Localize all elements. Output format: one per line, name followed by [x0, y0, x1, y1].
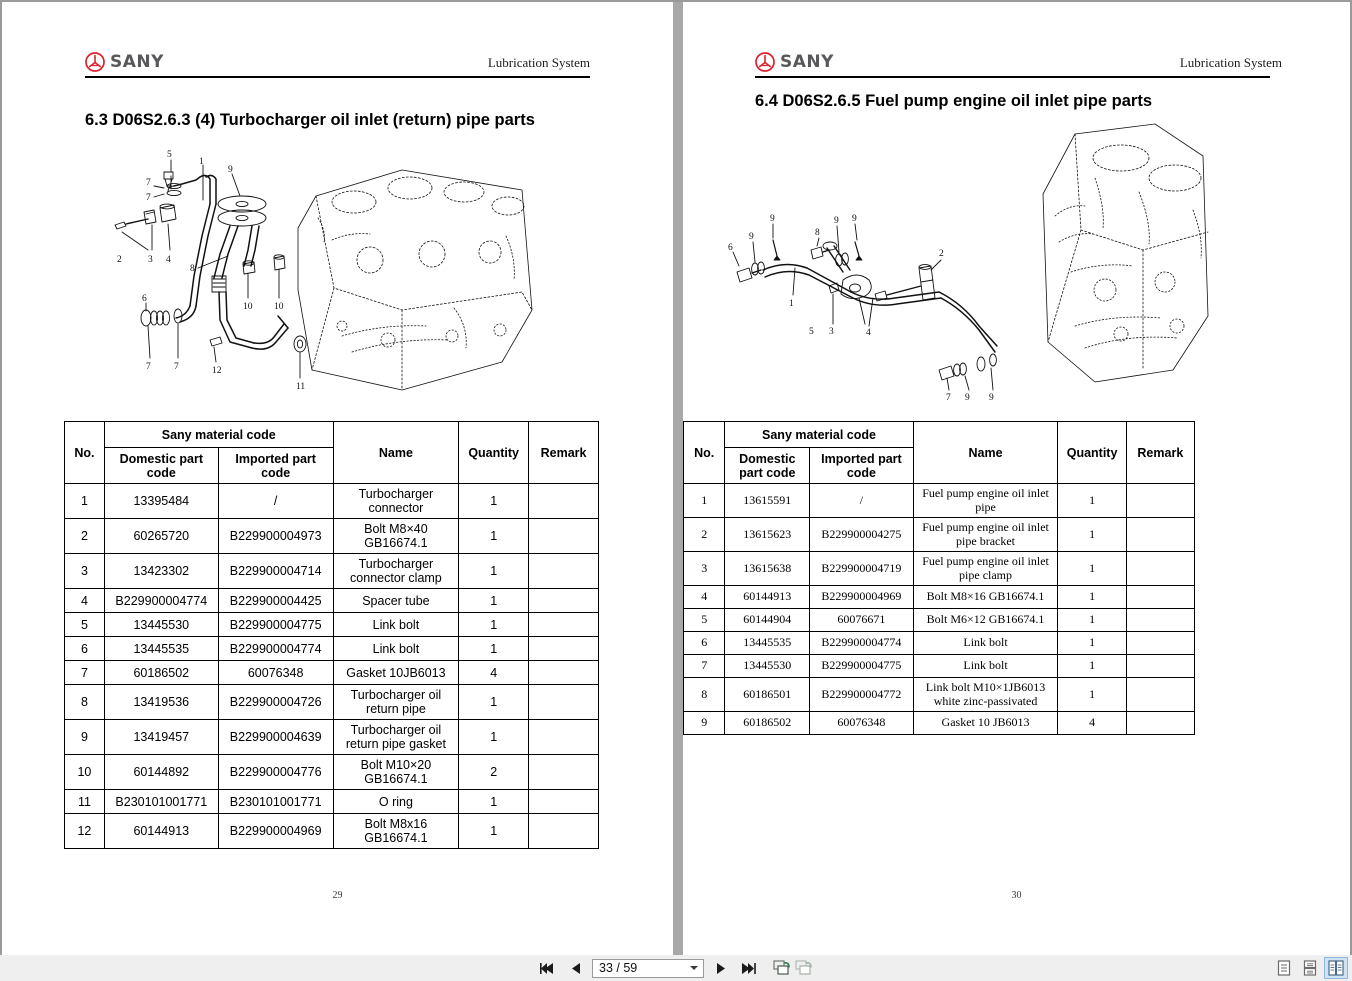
cell-quantity: 1 [1058, 655, 1126, 678]
rotate-view-button[interactable] [771, 958, 793, 978]
table-row[interactable] [65, 519, 599, 554]
th-quantity: Quantity [459, 422, 529, 484]
table-row[interactable] [65, 720, 599, 755]
cell-remark [1126, 609, 1194, 632]
table-row[interactable] [684, 552, 1195, 586]
callout-3: 3 [829, 327, 834, 337]
callout-9e: 9 [965, 393, 970, 400]
cell-domestic: 60144904 [725, 609, 810, 632]
cell-imported: B229900004973 [218, 519, 333, 554]
callout-7a: 7 [146, 178, 151, 188]
table-body-left [65, 484, 599, 849]
cell-remark [1126, 678, 1194, 712]
callout-4: 4 [866, 328, 871, 338]
page-number-right: 30 [1011, 890, 1022, 901]
callout-2: 2 [117, 255, 122, 265]
table-head [65, 422, 599, 484]
cell-domestic: 13615623 [725, 518, 810, 552]
th-quantity: Quantity [1058, 422, 1126, 484]
cell-domestic: 13445530 [104, 613, 218, 637]
th-material-code-group: Sany material code [725, 422, 913, 448]
cell-remark [1126, 484, 1194, 518]
table-head [684, 422, 1195, 484]
table-row[interactable] [65, 637, 599, 661]
cell-imported: 60076348 [810, 712, 913, 735]
cell-domestic: 60265720 [104, 519, 218, 554]
callout-9d: 9 [852, 214, 857, 224]
cell-imported: B229900004719 [810, 552, 913, 586]
table-row[interactable] [684, 484, 1195, 518]
cell-no: 2 [65, 519, 105, 554]
callout-7b: 7 [146, 193, 151, 203]
cell-remark [529, 814, 599, 849]
cell-remark [529, 519, 599, 554]
callout-9b: 9 [770, 214, 775, 224]
th-no: No. [65, 422, 105, 484]
cell-imported: 60076348 [218, 661, 333, 685]
callout-7d: 7 [174, 362, 179, 372]
cell-imported: B229900004969 [810, 586, 913, 609]
section-title: 6.3 D06S2.6.3 (4) Turbocharger oil inlet (return) pipe parts [85, 111, 535, 129]
table-row[interactable] [65, 589, 599, 613]
cell-name: Bolt M10×20 GB16674.1 [333, 755, 459, 790]
cell-no: 4 [684, 586, 725, 609]
cell-name: Bolt M8x16 GB16674.1 [333, 814, 459, 849]
th-no: No. [684, 422, 725, 484]
callout-6: 6 [728, 243, 733, 253]
cell-quantity: 1 [1058, 484, 1126, 518]
exploded-parts-diagram [102, 140, 582, 405]
cell-quantity: 1 [459, 685, 529, 720]
chevron-down-icon [690, 966, 698, 970]
table-row[interactable] [684, 678, 1195, 712]
page-header [85, 50, 590, 72]
rotate-view-back-button[interactable] [793, 958, 815, 978]
cell-no: 5 [65, 613, 105, 637]
header-divider [755, 76, 1270, 78]
cell-quantity: 1 [1058, 609, 1126, 632]
cell-imported: B229900004775 [810, 655, 913, 678]
cell-remark [529, 661, 599, 685]
cell-domestic: 13419457 [104, 720, 218, 755]
view-single-page-button[interactable] [1272, 957, 1296, 979]
callout-12: 12 [212, 366, 222, 376]
first-page-icon [540, 962, 556, 975]
callout-4: 4 [166, 255, 171, 265]
cell-no: 9 [65, 720, 105, 755]
exploded-parts-diagram [703, 120, 1223, 400]
sany-logo-text: SANY [110, 52, 164, 72]
cell-domestic: 60186502 [725, 712, 810, 735]
th-imported-part-code: Imported part code [218, 448, 333, 484]
sany-logo-icon [85, 52, 105, 72]
cell-no: 4 [65, 589, 105, 613]
cell-remark [1126, 586, 1194, 609]
cell-imported: B229900004772 [810, 678, 913, 712]
cell-name: Turbocharger oil return pipe [333, 685, 459, 720]
cell-quantity: 1 [1058, 586, 1126, 609]
cell-domestic: 60144913 [725, 586, 810, 609]
cell-remark [1126, 518, 1194, 552]
cell-name: Fuel pump engine oil inlet pipe bracket [913, 518, 1058, 552]
page-header-subject: Lubrication System [487, 55, 590, 70]
cell-imported: B229900004275 [810, 518, 913, 552]
parts-table-right[interactable] [683, 421, 1195, 735]
cell-no: 8 [684, 678, 725, 712]
cell-name: Gasket 10 JB6013 [913, 712, 1058, 735]
cell-imported: B229900004969 [218, 814, 333, 849]
cell-domestic: 60186502 [104, 661, 218, 685]
th-remark: Remark [1126, 422, 1194, 484]
cell-no: 9 [684, 712, 725, 735]
page-gutter [673, 2, 683, 955]
cell-domestic: 13615638 [725, 552, 810, 586]
th-imported-part-code: Imported part code [810, 448, 913, 484]
cell-no: 7 [684, 655, 725, 678]
callout-9: 9 [228, 165, 233, 175]
cell-remark [529, 589, 599, 613]
diagram-svg [102, 140, 582, 405]
callout-9c: 9 [834, 216, 839, 226]
page-spread [2, 2, 1350, 955]
cell-imported: B229900004774 [810, 632, 913, 655]
view-continuous-button[interactable] [1298, 957, 1322, 979]
callout-10b: 10 [274, 302, 284, 312]
table-row[interactable] [65, 790, 599, 814]
callout-1: 1 [199, 157, 204, 167]
cell-quantity: 1 [459, 613, 529, 637]
table-header-row-1 [65, 422, 599, 448]
cell-remark [529, 720, 599, 755]
cell-domestic: 13423302 [104, 554, 218, 589]
rotate-view-icon [773, 960, 791, 976]
cell-domestic: 13445535 [725, 632, 810, 655]
callout-2: 2 [939, 249, 944, 259]
cell-imported: B229900004639 [218, 720, 333, 755]
cell-quantity: 1 [459, 554, 529, 589]
cell-name: Turbocharger connector [333, 484, 459, 519]
toolbar-navigation-group [0, 958, 1352, 978]
single-page-icon [1277, 960, 1291, 976]
cell-no: 1 [684, 484, 725, 518]
cell-domestic: 13419536 [104, 685, 218, 720]
table-row[interactable] [65, 484, 599, 519]
cell-name: Fuel pump engine oil inlet pipe [913, 484, 1058, 518]
next-page-button[interactable] [709, 958, 731, 978]
cell-name: Link bolt M10×1JB6013 white zinc-passivated [913, 678, 1058, 712]
page-indicator-value: 33 / 59 [599, 961, 638, 975]
cell-domestic: B229900004774 [104, 589, 218, 613]
page-header [755, 50, 1282, 72]
table-row[interactable] [684, 609, 1195, 632]
cell-remark [529, 790, 599, 814]
cell-domestic: 60144913 [104, 814, 218, 849]
cell-remark [529, 613, 599, 637]
cell-no: 11 [65, 790, 105, 814]
sany-logo-text: SANY [780, 52, 834, 72]
cell-quantity: 1 [459, 589, 529, 613]
cell-name: Gasket 10JB6013 [333, 661, 459, 685]
table-row[interactable] [65, 685, 599, 720]
callout-10a: 10 [243, 302, 253, 312]
cell-domestic: 60144892 [104, 755, 218, 790]
cell-no: 12 [65, 814, 105, 849]
table-row[interactable] [684, 586, 1195, 609]
continuous-page-icon [1303, 960, 1317, 976]
th-name: Name [913, 422, 1058, 484]
first-page-button[interactable] [537, 958, 559, 978]
parts-table-left[interactable] [64, 421, 599, 849]
cell-quantity: 4 [459, 661, 529, 685]
cell-domestic: 13615591 [725, 484, 810, 518]
th-domestic-part-code: Domestic part code [104, 448, 218, 484]
cell-imported: B229900004714 [218, 554, 333, 589]
cell-name: Bolt M6×12 GB16674.1 [913, 609, 1058, 632]
cell-domestic: 60186501 [725, 678, 810, 712]
callout-11: 11 [296, 382, 306, 392]
viewer-toolbar [0, 955, 1352, 981]
cell-imported: B229900004425 [218, 589, 333, 613]
cell-domestic: B230101001771 [104, 790, 218, 814]
cell-no: 3 [65, 554, 105, 589]
cell-remark [529, 554, 599, 589]
cell-remark [529, 685, 599, 720]
next-page-icon [714, 962, 727, 975]
cell-imported: B229900004776 [218, 755, 333, 790]
sany-logo-icon [755, 52, 775, 72]
cell-quantity: 1 [459, 790, 529, 814]
callout-8: 8 [815, 228, 820, 238]
cell-quantity: 1 [1058, 552, 1126, 586]
cell-name: Link bolt [913, 632, 1058, 655]
cell-name: O ring [333, 790, 459, 814]
cell-remark [1126, 632, 1194, 655]
cell-domestic: 13445530 [725, 655, 810, 678]
callout-5: 5 [167, 150, 172, 160]
section-title: 6.4 D06S2.6.5 Fuel pump engine oil inlet pipe parts [755, 92, 1153, 110]
cell-name: Bolt M8×40 GB16674.1 [333, 519, 459, 554]
cell-quantity: 1 [1058, 518, 1126, 552]
cell-name: Link bolt [333, 613, 459, 637]
cell-no: 6 [65, 637, 105, 661]
callout-7: 7 [946, 393, 951, 400]
table-row[interactable] [65, 814, 599, 849]
diagram-svg [703, 120, 1223, 400]
cell-quantity: 1 [1058, 632, 1126, 655]
cell-quantity: 1 [459, 519, 529, 554]
cell-imported: B229900004726 [218, 685, 333, 720]
cell-imported: B229900004774 [218, 637, 333, 661]
document-page-left[interactable] [2, 2, 673, 955]
cell-remark [1126, 655, 1194, 678]
cell-no: 10 [65, 755, 105, 790]
callout-1: 1 [789, 299, 794, 309]
cell-no: 5 [684, 609, 725, 632]
table-row[interactable] [684, 632, 1195, 655]
table-row[interactable] [684, 712, 1195, 735]
cell-name: Bolt M8×16 GB16674.1 [913, 586, 1058, 609]
cell-remark [1126, 712, 1194, 735]
cell-quantity: 1 [459, 720, 529, 755]
table-header-row-1 [684, 422, 1195, 448]
page-number-left: 29 [332, 890, 343, 901]
cell-no: 2 [684, 518, 725, 552]
cell-name: Turbocharger oil return pipe gasket [333, 720, 459, 755]
cell-remark [529, 484, 599, 519]
cell-name: Link bolt [913, 655, 1058, 678]
callout-8: 8 [190, 264, 195, 274]
th-material-code-group: Sany material code [104, 422, 333, 448]
cell-domestic: 13445535 [104, 637, 218, 661]
th-remark: Remark [529, 422, 599, 484]
callout-6: 6 [142, 294, 147, 304]
cell-quantity: 1 [1058, 678, 1126, 712]
cell-name: Spacer tube [333, 589, 459, 613]
cell-imported: B230101001771 [218, 790, 333, 814]
page-number-combobox[interactable] [592, 959, 704, 978]
cell-no: 6 [684, 632, 725, 655]
table-row[interactable] [65, 661, 599, 685]
table-row[interactable] [65, 554, 599, 589]
th-name: Name [333, 422, 459, 484]
cell-no: 7 [65, 661, 105, 685]
view-two-page-button[interactable] [1324, 957, 1348, 979]
page-header-subject: Lubrication System [1179, 55, 1282, 70]
header-divider [85, 76, 590, 78]
cell-no: 1 [65, 484, 105, 519]
cell-remark [1126, 552, 1194, 586]
cell-no: 8 [65, 685, 105, 720]
cell-quantity: 1 [459, 814, 529, 849]
cell-imported: 60076671 [810, 609, 913, 632]
last-page-button[interactable] [737, 958, 759, 978]
callout-5b: 5 [809, 327, 814, 337]
callout-7c: 7 [146, 362, 151, 372]
cell-quantity: 1 [459, 484, 529, 519]
cell-quantity: 2 [459, 755, 529, 790]
cell-name: Link bolt [333, 637, 459, 661]
callout-3: 3 [148, 255, 153, 265]
table-row[interactable] [684, 518, 1195, 552]
table-row[interactable] [65, 613, 599, 637]
view-mode-group [1272, 957, 1348, 979]
sany-logo [85, 52, 164, 72]
document-page-right[interactable] [683, 2, 1350, 955]
two-page-icon [1328, 960, 1344, 976]
callout-9a: 9 [749, 232, 754, 242]
rotate-view-back-icon [795, 960, 813, 976]
cell-remark [529, 755, 599, 790]
cell-no: 3 [684, 552, 725, 586]
cell-remark [529, 637, 599, 661]
cell-quantity: 1 [459, 637, 529, 661]
last-page-icon [740, 962, 756, 975]
table-row[interactable] [65, 755, 599, 790]
cell-domestic: 13395484 [104, 484, 218, 519]
cell-imported: / [218, 484, 333, 519]
previous-page-button[interactable] [565, 958, 587, 978]
sany-logo [755, 52, 834, 72]
callout-9f: 9 [989, 393, 994, 400]
table-body-right [684, 484, 1195, 735]
previous-page-icon [570, 962, 583, 975]
th-domestic-part-code: Domestic part code [725, 448, 810, 484]
cell-name: Turbocharger connector clamp [333, 554, 459, 589]
cell-imported: B229900004775 [218, 613, 333, 637]
table-row[interactable] [684, 655, 1195, 678]
cell-imported: / [810, 484, 913, 518]
cell-name: Fuel pump engine oil inlet pipe clamp [913, 552, 1058, 586]
cell-quantity: 4 [1058, 712, 1126, 735]
